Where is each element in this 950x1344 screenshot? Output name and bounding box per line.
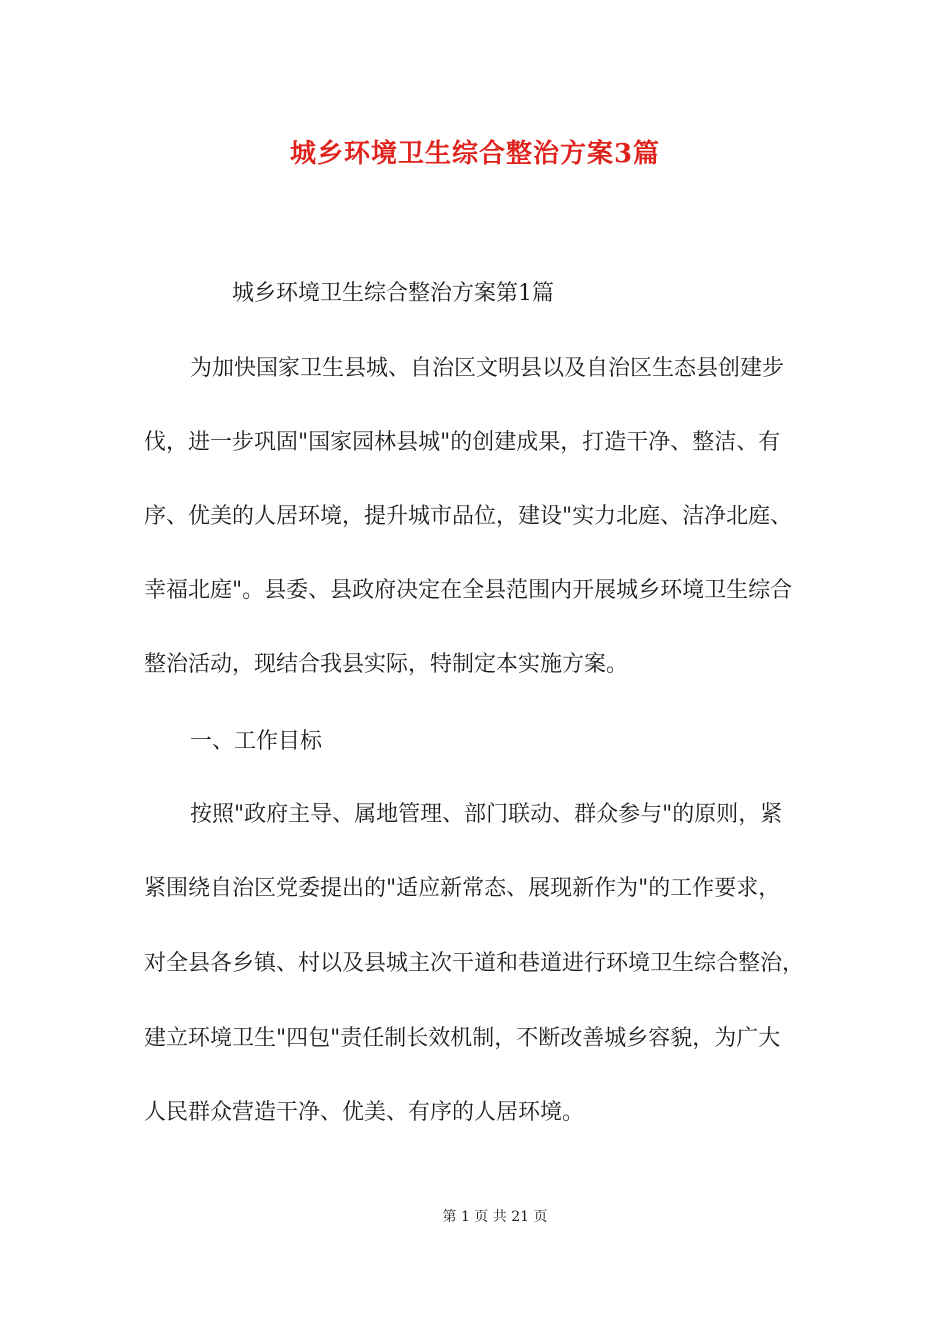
paragraph-line: 对全县各乡镇、村以及县城主次干道和巷道进行环境卫生综合整治， — [144, 951, 805, 976]
section-heading: 城乡环境卫生综合整治方案第1篇 — [232, 281, 554, 306]
paragraph-line: 整治活动，现结合我县实际，特制定本实施方案。 — [144, 652, 629, 677]
paragraph-line: 为加快国家卫生县城、自治区文明县以及自治区生态县创建步 — [190, 356, 785, 381]
page-number-footer: 第 1 页 共 21 页 — [442, 1209, 548, 1225]
document-title: 城乡环境卫生综合整治方案3篇 — [289, 139, 661, 169]
paragraph-line: 紧围绕自治区党委提出的"适应新常态、展现新作为"的工作要求， — [144, 876, 781, 901]
paragraph-line: 伐，进一步巩固"国家园林县城"的创建成果，打造干净、整洁、有 — [144, 430, 781, 455]
paragraph-line: 序、优美的人居环境，提升城市品位，建设"实力北庭、洁净北庭、 — [144, 504, 793, 529]
paragraph-line: 按照"政府主导、属地管理、部门联动、群众参与"的原则，紧 — [190, 802, 783, 827]
paragraph-line: 建立环境卫生"四包"责任制长效机制，不断改善城乡容貌，为广大 — [144, 1026, 781, 1051]
paragraph-line: 幸福北庭"。县委、县政府决定在全县范围内开展城乡环境卫生综合 — [144, 578, 793, 603]
paragraph-line: 人民群众营造干净、优美、有序的人居环境。 — [144, 1100, 585, 1125]
subheading-work-goal: 一、工作目标 — [190, 729, 323, 754]
